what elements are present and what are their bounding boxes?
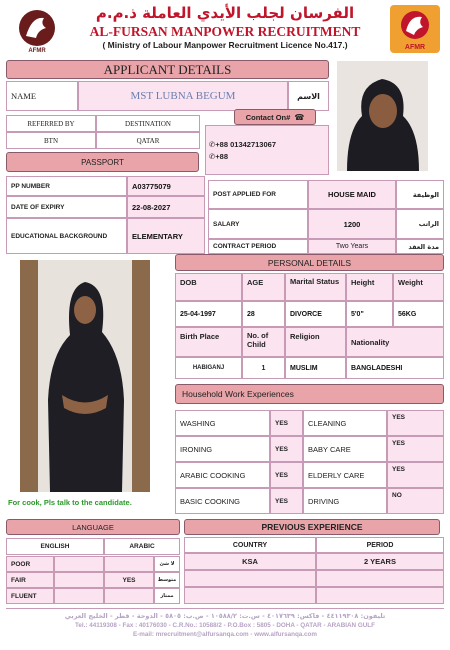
language-english-value	[54, 556, 104, 572]
height-label: Height	[346, 273, 393, 301]
experience-period-cell	[316, 587, 444, 604]
household-item-value: YES	[270, 488, 303, 514]
footer-arabic: تليفون: ٤٤١١٩٣٠٨ - فاكس: ٤٠١٧٦٣٩ - س.ت: ١٠٥٨٨/٢ - ص.ب: ٥٨٠٥ - الدوحة - قطر - الخليج العربي	[64, 612, 386, 620]
header	[0, 0, 450, 56]
salary-label: SALARY	[208, 209, 308, 239]
household-item-value: YES	[387, 436, 444, 462]
right-logo	[390, 5, 440, 53]
language-arabic-value: YES	[104, 572, 154, 588]
country-col-header: COUNTRY	[184, 537, 316, 553]
age-label: AGE	[242, 273, 285, 301]
household-item-value: YES	[387, 410, 444, 436]
salary-value: 1200	[308, 209, 396, 239]
birthplace-value: HABIGANJ	[175, 357, 242, 379]
company-english-name: AL-FURSAN MANPOWER RECRUITMENT	[89, 24, 361, 39]
cook-note: For cook, Pls talk to the candidate.	[8, 498, 132, 507]
religion-label: Religion	[285, 327, 346, 357]
period-arabic-label: مدة العقد	[396, 239, 444, 254]
weight-label: Weight	[393, 273, 444, 301]
passport-heading: PASSPORT	[6, 152, 199, 172]
nationality-value: BANGLADESHI	[346, 357, 444, 379]
experience-period-cell: 2 YEARS	[316, 553, 444, 570]
household-heading: Household Work Experiences	[175, 384, 444, 404]
children-label: No. of Child	[242, 327, 285, 357]
language-arabic-level-label: ممتاز	[154, 588, 180, 604]
post-applied-label: POST APPLIED FOR	[208, 180, 308, 209]
household-item-label: WASHING	[175, 410, 270, 436]
household-item-value: YES	[387, 462, 444, 488]
destination-value: QATAR	[96, 132, 200, 149]
age-value: 28	[242, 301, 285, 327]
height-value: 5'0"	[346, 301, 393, 327]
dob-label: DOB	[175, 273, 242, 301]
licence-text: ( Ministry of Labour Manpower Recruitment Licence No.417.)	[102, 40, 348, 50]
household-item-label: ELDERLY CARE	[303, 462, 387, 488]
name-value: MST LUBNA BEGUM	[78, 81, 288, 111]
experience-country-cell	[184, 587, 316, 604]
household-item-value: YES	[270, 436, 303, 462]
language-level-label: FLUENT	[6, 588, 54, 604]
nationality-label: Nationality	[346, 327, 444, 357]
language-english-value	[54, 572, 104, 588]
contract-period-value: Two Years	[308, 239, 396, 254]
pp-number-label: PP NUMBER	[6, 176, 127, 196]
pp-number-value: A03775079	[127, 176, 205, 196]
left-logo-text: AFMR	[28, 48, 46, 54]
experience-country-cell	[184, 570, 316, 587]
phone-icon: ☎	[294, 112, 305, 122]
footer-email: E-mail: mrecruitment@alfursanqa.com - www.alfursanqa.com	[132, 631, 317, 638]
name-arabic-label: الاسم	[288, 81, 329, 111]
phone-1: ✆+88 01342713067	[209, 140, 276, 149]
destination-label: DESTINATION	[96, 115, 200, 132]
referred-label: REFERRED BY	[6, 115, 96, 132]
arabic-col-header: ARABIC	[104, 538, 180, 555]
language-level-label: POOR	[6, 556, 54, 572]
applicant-full-photo	[20, 260, 150, 492]
language-heading: LANGUAGE	[6, 519, 180, 535]
language-arabic-value	[104, 588, 154, 604]
household-item-label: ARABIC COOKING	[175, 462, 270, 488]
language-arabic-level-label: لا شئ	[154, 556, 180, 572]
language-arabic-level-label: متوسط	[154, 572, 180, 588]
post-applied-value: HOUSE MAID	[308, 180, 396, 209]
experience-country-cell: KSA	[184, 553, 316, 570]
post-arabic-label: الوظيفة	[396, 180, 444, 209]
household-item-label: DRIVING	[303, 488, 387, 514]
education-label: EDUCATIONAL BACKGROUND	[6, 218, 127, 254]
applicant-details-heading: APPLICANT DETAILS	[6, 60, 329, 79]
marital-label: Marital Status	[285, 273, 346, 301]
household-item-label: BASIC COOKING	[175, 488, 270, 514]
name-label: NAME	[6, 81, 78, 111]
applicant-portrait-photo	[337, 61, 428, 171]
language-level-label: FAIR	[6, 572, 54, 588]
household-item-label: BABY CARE	[303, 436, 387, 462]
religion-value: MUSLIM	[285, 357, 346, 379]
language-arabic-value	[104, 556, 154, 572]
footer-english: Tel.: 44119308 - Fax : 40176030 - C.R.No.: 10588/2 - P.O.Box : 5805 - DOHA - QATAR - ARABIAN GULF	[74, 622, 375, 629]
contact-heading	[234, 109, 316, 125]
household-item-value: NO	[387, 488, 444, 514]
experience-period-cell	[316, 570, 444, 587]
expiry-value: 22-08-2027	[127, 196, 205, 218]
personal-details-heading: PERSONAL DETAILS	[175, 254, 444, 271]
phone-2: ✆+88	[209, 152, 229, 161]
phone-icon: ✆	[209, 140, 216, 149]
english-col-header: ENGLISH	[6, 538, 104, 555]
children-value: 1	[242, 357, 285, 379]
marital-value: DIVORCE	[285, 301, 346, 327]
right-logo-text: AFMR	[404, 44, 426, 51]
expiry-label: DATE OF EXPIRY	[6, 196, 127, 218]
birthplace-label: Birth Place	[175, 327, 242, 357]
household-item-value: YES	[270, 410, 303, 436]
phone-icon: ✆	[209, 152, 216, 161]
weight-value: 56KG	[393, 301, 444, 327]
language-english-value	[54, 588, 104, 604]
left-logo	[14, 6, 60, 54]
dob-value: 25-04-1997	[175, 301, 242, 327]
education-value: ELEMENTARY	[127, 218, 205, 254]
contract-period-label: CONTRACT PERIOD	[208, 239, 308, 254]
contact-box	[205, 125, 329, 175]
household-item-value: YES	[270, 462, 303, 488]
footer-divider	[6, 608, 444, 609]
previous-experience-heading: PREVIOUS EXPERIENCE	[184, 519, 440, 535]
household-item-label: CLEANING	[303, 410, 387, 436]
referred-value: BTN	[6, 132, 96, 149]
company-arabic-name: الفرسان لجلب الأيدي العاملة ذ.م.م	[95, 4, 355, 22]
period-col-header: PERIOD	[316, 537, 444, 553]
contact-label: Contact On#	[245, 112, 291, 122]
salary-arabic-label: الراتب	[396, 209, 444, 239]
household-item-label: IRONING	[175, 436, 270, 462]
